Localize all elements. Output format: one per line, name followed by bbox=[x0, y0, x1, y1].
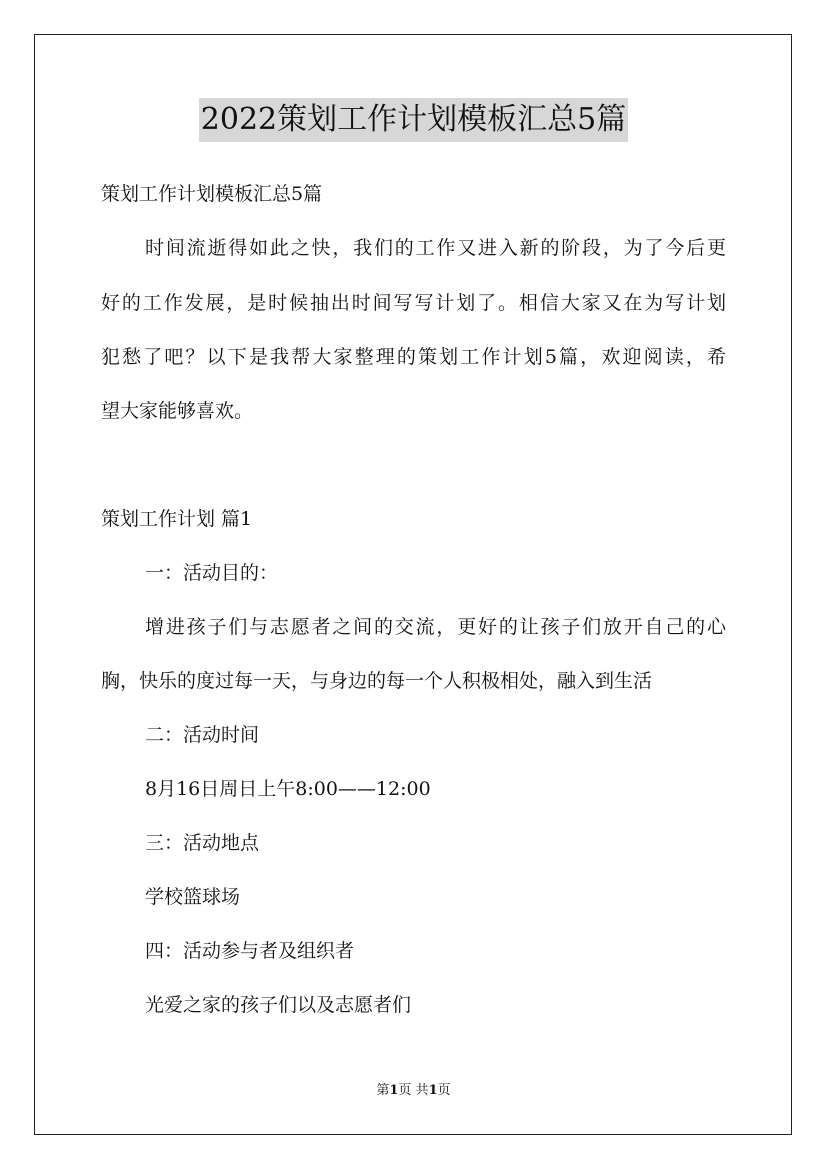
purpose-line-2: 胸，快乐的度过每一天，与身边的每一个人积极相处，融入到生活 bbox=[101, 670, 653, 692]
intro-line-3: 犯愁了吧？以下是我帮大家整理的策划工作计划5篇，欢迎阅读，希 bbox=[101, 346, 726, 368]
document-title: 2022策划工作计划模板汇总5篇 bbox=[199, 98, 628, 142]
footer-prefix: 第 bbox=[376, 1083, 390, 1098]
section-heading: 策划工作计划 篇1 bbox=[101, 508, 253, 530]
participants-label: 四：活动参与者及组织者 bbox=[145, 940, 355, 962]
footer-mid: 页 共 bbox=[398, 1083, 429, 1098]
participants-value: 光爱之家的孩子们以及志愿者们 bbox=[145, 994, 412, 1016]
time-label: 二：活动时间 bbox=[145, 724, 260, 746]
footer-page-number: 1 bbox=[389, 1083, 399, 1098]
intro-line-2: 好的工作发展，是时候抽出时间写写计划了。相信大家又在为写计划 bbox=[101, 292, 726, 314]
time-value: 8月16日周日上午8:00——12:00 bbox=[145, 778, 431, 800]
document-subtitle: 策划工作计划模板汇总5篇 bbox=[101, 183, 323, 205]
intro-line-1: 时间流逝得如此之快，我们的工作又进入新的阶段，为了今后更 bbox=[145, 237, 726, 259]
document-title-wrap bbox=[0, 98, 827, 142]
purpose-label: 一：活动目的： bbox=[145, 562, 279, 584]
footer-suffix: 页 bbox=[437, 1083, 451, 1098]
place-label: 三：活动地点 bbox=[145, 832, 260, 854]
place-value: 学校篮球场 bbox=[145, 886, 241, 908]
page-footer bbox=[0, 1082, 827, 1100]
intro-line-4: 望大家能够喜欢。 bbox=[101, 400, 254, 422]
purpose-line-1: 增进孩子们与志愿者之间的交流，更好的让孩子们放开自己的心 bbox=[145, 616, 726, 638]
footer-total-pages: 1 bbox=[428, 1083, 438, 1098]
